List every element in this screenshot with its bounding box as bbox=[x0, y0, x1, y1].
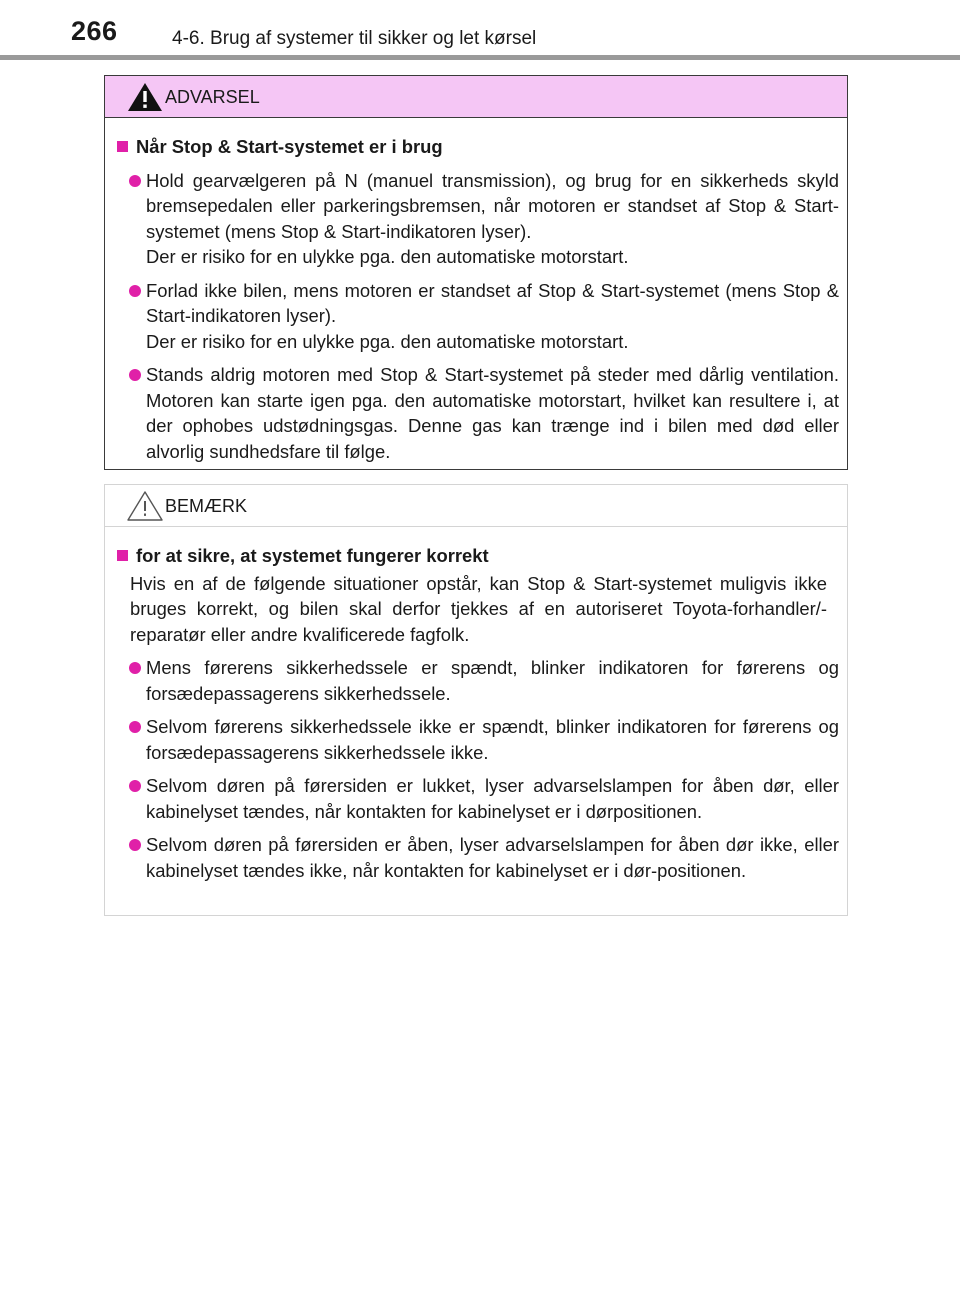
notice-subheading bbox=[117, 543, 839, 569]
notice-bullet-text: Mens førerens sikkerhedssele er spændt, blinker indikatoren for førerens og forsædepassagerens sikkerhedssele. bbox=[146, 657, 839, 704]
circle-bullet-icon bbox=[129, 662, 141, 674]
notice-triangle-icon bbox=[125, 489, 165, 523]
page-header bbox=[0, 0, 960, 62]
notice-subheading-text: for at sikre, at systemet fungerer korrekt bbox=[136, 545, 489, 566]
warning-bullet-text bbox=[146, 362, 839, 464]
warning-bullet-body: Stands aldrig motoren med Stop & Start-systemet på steder med dårlig ventilation. Motoren kan starte igen pga. den automatiske motorstart, hvilket kan resultere i, at der ophobes udstødningsgas. Denne gas kan trænge ind i bilen med død eller alvorlig sundhedsfare til følge. bbox=[146, 364, 839, 462]
warning-subheading-text: Når Stop & Start-systemet er i brug bbox=[136, 136, 443, 157]
square-bullet-icon bbox=[117, 550, 128, 561]
warning-bullet-note: Der er risiko for en ulykke pga. den automatiske motorstart. bbox=[146, 330, 629, 352]
notice-title: BEMÆRK bbox=[165, 496, 248, 516]
circle-bullet-icon bbox=[129, 839, 141, 851]
section-title: 4-6. Brug af systemer til sikker og let kørsel bbox=[172, 28, 537, 49]
notice-bullet-text: Selvom døren på førersiden er åben, lyser advarselslampen for åben dør ikke, eller kabinelyset tændes ikke, når kontakten for kabinelyset er i dør-positionen. bbox=[146, 834, 839, 881]
warning-header bbox=[105, 76, 847, 118]
notice-bullet bbox=[117, 832, 839, 883]
warning-bullet bbox=[117, 278, 839, 355]
warning-bullet-text bbox=[146, 278, 839, 355]
warning-bullet-text bbox=[146, 168, 839, 270]
header-rule bbox=[0, 55, 960, 60]
warning-box bbox=[104, 75, 848, 470]
square-bullet-icon bbox=[117, 141, 128, 152]
warning-bullet-note: Der er risiko for en ulykke pga. den automatiske motorstart. bbox=[146, 246, 629, 267]
notice-bullet bbox=[117, 655, 839, 706]
warning-bullet-body: Hold gearvælgeren på N (manuel transmission), og brug for en sikkerheds skyld bremsepedalen eller parkeringsbremsen, når motoren er standset af Stop & Start-systemet (mens Stop & Start-indikatoren lyser). bbox=[146, 169, 839, 242]
notice-bullet-text: Selvom førerens sikkerhedssele ikke er spændt, blinker indikatoren for førerens og forsædepassagerens sikkerhedssele ikke. bbox=[146, 716, 839, 763]
notice-bullet bbox=[117, 714, 839, 765]
warning-bullet bbox=[117, 362, 839, 464]
warning-bullet bbox=[117, 168, 839, 270]
warning-body bbox=[105, 118, 847, 464]
page-number: 266 bbox=[71, 16, 118, 46]
notice-intro: Hvis en af de følgende situationer opstår, kan Stop & Start-systemet muligvis ikke bruges korrekt, og bilen skal derfor tjekkes af en autoriseret Toyota-forhandler/-reparatør eller andre kvalificerede fagfolk. bbox=[130, 572, 827, 645]
notice-header bbox=[105, 485, 847, 527]
warning-bullet-body: Forlad ikke bilen, mens motoren er standset af Stop & Start-systemet (mens Stop & Start-indikatoren lyser). bbox=[146, 279, 839, 326]
notice-box bbox=[104, 484, 848, 916]
warning-subheading bbox=[117, 134, 839, 160]
circle-bullet-icon bbox=[129, 780, 141, 792]
circle-bullet-icon bbox=[129, 175, 141, 187]
circle-bullet-icon bbox=[129, 721, 141, 733]
warning-triangle-icon bbox=[125, 80, 165, 114]
warning-title: ADVARSEL bbox=[165, 87, 260, 107]
notice-bullet bbox=[117, 773, 839, 824]
circle-bullet-icon bbox=[129, 285, 141, 297]
notice-body bbox=[105, 527, 847, 883]
circle-bullet-icon bbox=[129, 369, 141, 381]
notice-bullet-text: Selvom døren på førersiden er lukket, lyser advarselslampen for åben dør, eller kabinelyset tændes, når kontakten for kabinelyset er i dørpositionen. bbox=[146, 775, 839, 822]
